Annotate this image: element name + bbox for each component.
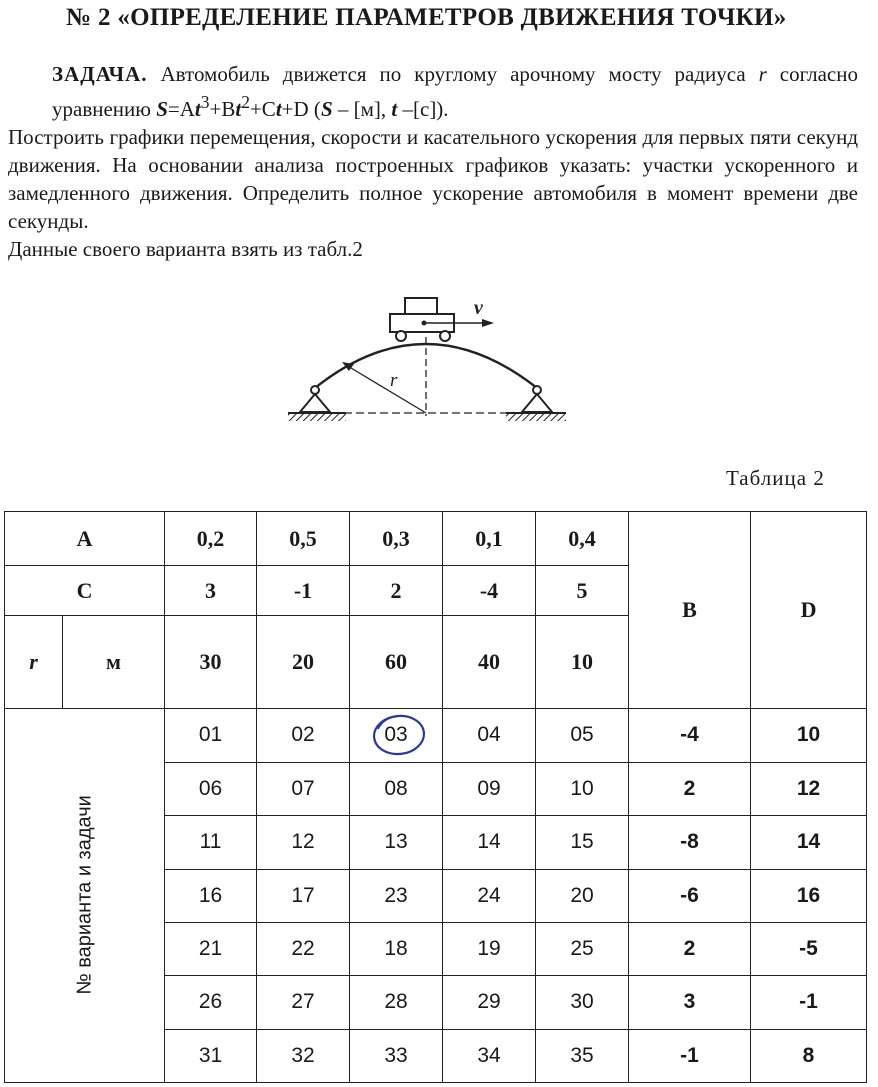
cell-D: -1 [751,976,867,1029]
task-line2: согласно уравнению [52,62,858,121]
label-r: r [5,616,63,708]
variant-cell: 24 [443,869,536,922]
cell-D: 8 [751,1029,867,1082]
variant-row [5,708,867,762]
car-icon [390,298,454,341]
cell-A: 0,2 [165,512,257,566]
cell-r: 60 [350,616,443,708]
cell-B: -1 [629,1029,751,1082]
variant-cell: 15 [536,816,629,869]
variant-label-cell [5,708,165,1082]
variant-cell: 16 [165,869,257,922]
cell-A: 0,1 [443,512,536,566]
variant-cell: 01 [165,708,257,762]
variant-cell: 09 [443,763,536,816]
variant-cell: 13 [350,816,443,869]
cell-D: 16 [751,869,867,922]
variant-cell: 20 [536,869,629,922]
variant-cell: 23 [350,869,443,922]
variant-cell: 27 [257,976,350,1029]
cell-B: -8 [629,816,751,869]
bridge-diagram [280,288,580,438]
task-statement [8,60,858,123]
cell-C: 5 [536,566,629,616]
cell-D: -5 [751,922,867,975]
radius-line [346,365,426,413]
variant-cell: 32 [257,1029,350,1082]
variant-cell: 10 [536,763,629,816]
cell-B: 2 [629,922,751,975]
cell-D: 10 [751,708,867,762]
row-A [5,512,867,566]
cell-C: -4 [443,566,536,616]
motion-equation: $S=At^3+Bt^2+Ct+D$ (S – [м], t –[с]). [156,92,449,121]
task-label: ЗАДАЧА. [52,62,148,86]
variant-cell: 31 [165,1029,257,1082]
page-title: № 2 «ОПРЕДЕЛЕНИЕ ПАРАМЕТРОВ ДВИЖЕНИЯ ТОЧКИ» [66,4,787,31]
cell-D: 12 [751,763,867,816]
variant-cell: 04 [443,708,536,762]
variant-cell: 26 [165,976,257,1029]
circled-variant: 03 [384,723,407,747]
variants-table [4,511,867,1083]
variant-cell: 34 [443,1029,536,1082]
variant-cell: 19 [443,922,536,975]
right-support [506,386,566,421]
left-support [288,386,346,421]
table-caption: Таблица 2 [726,466,825,490]
variant-cell: 18 [350,922,443,975]
header-D: D [751,512,867,709]
cell-r: 40 [443,616,536,708]
variant-cell: 05 [536,708,629,762]
variant-cell: 17 [257,869,350,922]
radius-symbol: r [758,62,767,86]
variant-cell: 25 [536,922,629,975]
variant-cell: 28 [350,976,443,1029]
variant-cell: 29 [443,976,536,1029]
task-paragraph-3: Данные своего варианта взять из табл.2 [8,237,363,261]
radius-label: r [390,370,398,391]
variant-cell: 02 [257,708,350,762]
variant-cell: 30 [536,976,629,1029]
label-A: A [5,512,165,566]
cell-r: 20 [257,616,350,708]
variant-cell: 11 [165,816,257,869]
variant-cell: 14 [443,816,536,869]
variant-cell: 35 [536,1029,629,1082]
label-C: C [5,566,165,616]
variant-cell: 33 [350,1029,443,1082]
cell-B: 3 [629,976,751,1029]
label-r-unit: м [63,616,165,708]
variant-cell: 21 [165,922,257,975]
cell-A: 0,4 [536,512,629,566]
task-text [8,60,858,263]
header-B: B [629,512,751,709]
variant-cell: 06 [165,763,257,816]
task-line1: Автомобиль движется по круглому арочному мосту радиуса [160,62,746,86]
cell-A: 0,5 [257,512,350,566]
cell-B: 2 [629,763,751,816]
variant-cell: 22 [257,922,350,975]
cell-B: -6 [629,869,751,922]
cell-C: 2 [350,566,443,616]
hand-circle-mark [370,711,428,759]
cell-C: 3 [165,566,257,616]
variant-cell: 12 [257,816,350,869]
variant-cell-circled [350,708,443,762]
variant-label: № варианта и задачи [73,795,95,996]
task-paragraph-2: Построить графики перемещения, скорости и касательного ускорения для первых пяти секунд движения. На основании анализа построенных графиков указать: участки ускоренного и замедленного движения. Определить полное ускорение автомобиля в момент времени две секунды. [8,125,858,233]
cell-D: 14 [751,816,867,869]
cell-r: 10 [536,616,629,708]
cell-C: -1 [257,566,350,616]
variant-cell: 07 [257,763,350,816]
cell-A: 0,3 [350,512,443,566]
cell-r: 30 [165,616,257,708]
velocity-label: v [474,297,483,319]
variant-cell: 08 [350,763,443,816]
cell-B: -4 [629,708,751,762]
